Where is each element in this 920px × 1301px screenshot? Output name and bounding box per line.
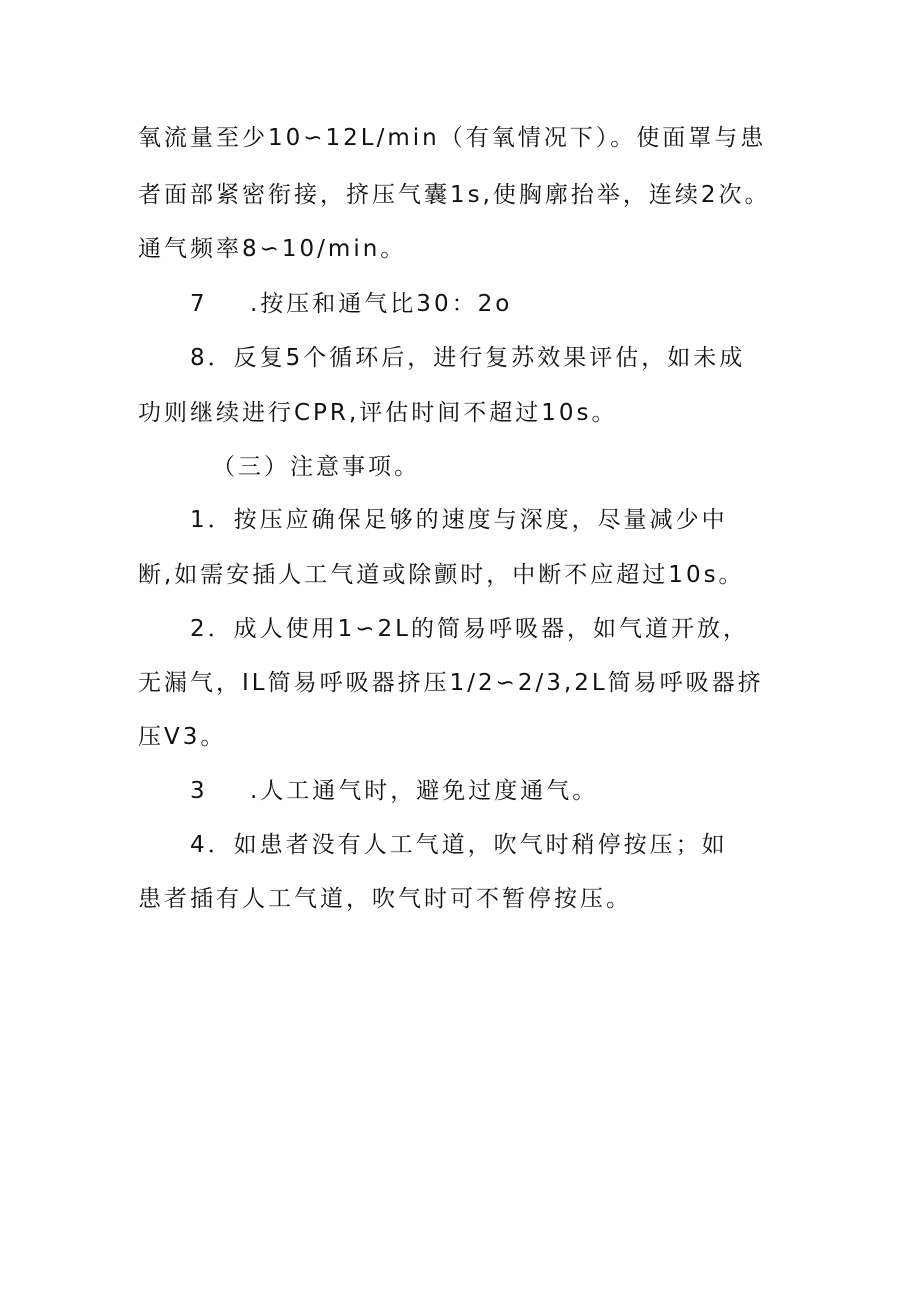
text-line: 4．如患者没有人工气道，吹气时稍停按压；如 xyxy=(190,832,728,858)
text-line: 氧流量至少10∽12L/min（有氧情况下）。使面罩与患 xyxy=(138,125,767,151)
item-number: 3 xyxy=(190,778,208,804)
text-line: 压V3。 xyxy=(138,724,227,750)
text-line: 断,如需安插人工气道或除颤时，中断不应超过10s。 xyxy=(138,562,745,588)
numbered-item-3 xyxy=(190,776,598,806)
text-line: 无漏气，IL简易呼吸器挤压1/2∽2/3,2L简易呼吸器挤 xyxy=(138,670,764,696)
item-text: .人工通气时，避免过度通气。 xyxy=(250,778,599,804)
text-line: 功则继续进行CPR,评估时间不超过10s。 xyxy=(138,400,618,426)
text-line: 1．按压应确保足够的速度与深度，尽量减少中 xyxy=(190,507,728,533)
text-line: 者面部紧密衔接，挤压气囊1s,使胸廓抬举，连续2次。 xyxy=(138,182,771,208)
item-text: .按压和通气比30：2o xyxy=(250,291,513,317)
item-number: 7 xyxy=(190,291,208,317)
text-line: 8．反复5个循环后，进行复苏效果评估，如未成 xyxy=(190,345,746,371)
text-line: 患者插有人工气道，吹气时可不暂停按压。 xyxy=(138,886,632,912)
text-line: 2．成人使用1∽2L的简易呼吸器，如气道开放， xyxy=(190,616,749,642)
text-line: 通气频率8∽10/min。 xyxy=(138,236,407,262)
numbered-item-7 xyxy=(190,289,512,319)
section-heading: （三）注意事项。 xyxy=(212,454,420,480)
